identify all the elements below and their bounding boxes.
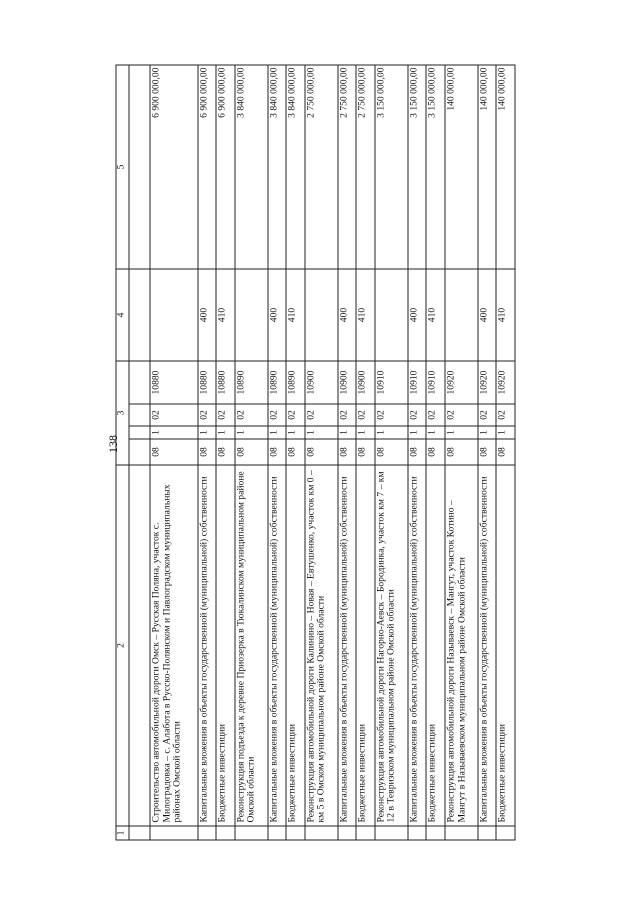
- table-body: [116, 65, 515, 840]
- expense-type-cell: 400: [337, 269, 356, 361]
- amount-cell: 3 840 000,00: [234, 65, 267, 269]
- table-row: [444, 65, 477, 840]
- expense-type-cell: [444, 269, 477, 361]
- expense-type-cell: 410: [286, 269, 305, 361]
- code-part-1-cell: 08: [267, 439, 286, 465]
- header-col-3: 3: [116, 361, 129, 465]
- code-part-3-cell: 02: [444, 404, 477, 426]
- table-row: [216, 65, 235, 840]
- code-part-3-cell: 02: [150, 404, 198, 426]
- code-part-4-cell: 10910: [426, 361, 445, 404]
- expense-type-cell: 400: [267, 269, 286, 361]
- code-part-2-cell: 1: [496, 426, 515, 439]
- code-part-2-cell: 1: [197, 426, 216, 439]
- empty-cell: [129, 439, 150, 465]
- code-part-1-cell: 08: [356, 439, 375, 465]
- row-number-cell: [496, 826, 515, 840]
- code-part-4-cell: 10880: [216, 361, 235, 404]
- description-cell: Бюджетные инвестиции: [216, 465, 235, 826]
- code-part-4-cell: 10880: [150, 361, 198, 404]
- row-number-cell: [304, 826, 337, 840]
- amount-cell: 3 150 000,00: [374, 65, 407, 269]
- code-part-3-cell: 02: [477, 404, 496, 426]
- code-part-3-cell: 02: [267, 404, 286, 426]
- code-part-1-cell: 08: [426, 439, 445, 465]
- expense-type-cell: 400: [407, 269, 426, 361]
- code-part-3-cell: 02: [496, 404, 515, 426]
- code-part-1-cell: 08: [407, 439, 426, 465]
- table-row: [234, 65, 267, 840]
- code-part-3-cell: 02: [216, 404, 235, 426]
- code-part-4-cell: 10890: [267, 361, 286, 404]
- description-cell: Реконструкция автомобильной дороги Нагорно-Аевск – Бородинка, участок км 7 – км 12 в Тевризском муниципальном районе Омской области: [374, 465, 407, 826]
- row-number-cell: [477, 826, 496, 840]
- empty-cell: [129, 65, 150, 269]
- expense-type-cell: [234, 269, 267, 361]
- code-part-3-cell: 02: [286, 404, 305, 426]
- code-part-4-cell: 10880: [197, 361, 216, 404]
- budget-table: [115, 64, 515, 840]
- expense-type-cell: [150, 269, 198, 361]
- row-number-cell: [407, 826, 426, 840]
- code-part-3-cell: 02: [426, 404, 445, 426]
- code-part-1-cell: 08: [444, 439, 477, 465]
- code-part-1-cell: 08: [286, 439, 305, 465]
- code-part-1-cell: 08: [477, 439, 496, 465]
- amount-cell: 140 000,00: [496, 65, 515, 269]
- amount-cell: 2 750 000,00: [304, 65, 337, 269]
- row-number-cell: [337, 826, 356, 840]
- code-part-2-cell: 1: [234, 426, 267, 439]
- code-part-2-cell: 1: [286, 426, 305, 439]
- amount-cell: 140 000,00: [444, 65, 477, 269]
- code-part-4-cell: 10900: [304, 361, 337, 404]
- amount-cell: 6 900 000,00: [150, 65, 198, 269]
- code-part-2-cell: 1: [407, 426, 426, 439]
- table-row: [426, 65, 445, 840]
- table-row: [267, 65, 286, 840]
- code-part-4-cell: 10890: [234, 361, 267, 404]
- code-part-2-cell: 1: [304, 426, 337, 439]
- code-part-4-cell: 10900: [356, 361, 375, 404]
- header-col-1: 1: [116, 826, 129, 840]
- empty-cell: [129, 426, 150, 439]
- code-part-1-cell: 08: [337, 439, 356, 465]
- amount-cell: 6 900 000,00: [197, 65, 216, 269]
- amount-cell: 2 750 000,00: [356, 65, 375, 269]
- description-cell: Капитальные вложения в объекты государственной (муниципальной) собственности: [267, 465, 286, 826]
- code-part-4-cell: 10920: [477, 361, 496, 404]
- row-number-cell: [150, 826, 198, 840]
- table-row: [286, 65, 305, 840]
- table-row: [197, 65, 216, 840]
- code-part-4-cell: 10920: [496, 361, 515, 404]
- amount-cell: 6 900 000,00: [216, 65, 235, 269]
- code-part-2-cell: 1: [477, 426, 496, 439]
- row-number-cell: [356, 826, 375, 840]
- row-number-cell: [197, 826, 216, 840]
- expense-type-cell: [374, 269, 407, 361]
- table-frame: [115, 65, 515, 840]
- description-cell: Реконструкция подъезда к деревне Приозерка в Тюкалинском муниципальном районе Омской области: [234, 465, 267, 826]
- code-part-4-cell: 10900: [337, 361, 356, 404]
- header-col-5: 5: [116, 65, 129, 269]
- code-part-1-cell: 08: [150, 439, 198, 465]
- row-number-cell: [216, 826, 235, 840]
- expense-type-cell: 410: [496, 269, 515, 361]
- description-cell: Бюджетные инвестиции: [426, 465, 445, 826]
- description-cell: Бюджетные инвестиции: [356, 465, 375, 826]
- empty-cell: [129, 269, 150, 361]
- row-number-cell: [267, 826, 286, 840]
- expense-type-cell: 400: [197, 269, 216, 361]
- table-row: [337, 65, 356, 840]
- row-number-cell: [444, 826, 477, 840]
- empty-cell: [129, 826, 150, 840]
- table-row: [304, 65, 337, 840]
- description-cell: Реконструкция автомобильной дороги Калинино – Новая – Евтушенко, участок км 0 – км 5 в Омском муниципальном районе Омской области: [304, 465, 337, 826]
- description-cell: Капитальные вложения в объекты государственной (муниципальной) собственности: [407, 465, 426, 826]
- empty-cell: [129, 404, 150, 426]
- amount-cell: 3 150 000,00: [407, 65, 426, 269]
- header-col-4: 4: [116, 269, 129, 361]
- code-part-1-cell: 08: [496, 439, 515, 465]
- description-cell: Капитальные вложения в объекты государственной (муниципальной) собственности: [477, 465, 496, 826]
- code-part-3-cell: 02: [374, 404, 407, 426]
- table-row: [150, 65, 198, 840]
- spacer-row: [129, 65, 150, 840]
- code-part-3-cell: 02: [356, 404, 375, 426]
- expense-type-cell: 410: [216, 269, 235, 361]
- code-part-4-cell: 10920: [444, 361, 477, 404]
- amount-cell: 2 750 000,00: [337, 65, 356, 269]
- code-part-4-cell: 10890: [286, 361, 305, 404]
- rotated-table-wrapper: [115, 65, 515, 840]
- table-row: [374, 65, 407, 840]
- header-row: [116, 65, 129, 840]
- description-cell: Капитальные вложения в объекты государственной (муниципальной) собственности: [197, 465, 216, 826]
- description-cell: Бюджетные инвестиции: [286, 465, 305, 826]
- code-part-3-cell: 02: [407, 404, 426, 426]
- description-cell: Капитальные вложения в объекты государственной (муниципальной) собственности: [337, 465, 356, 826]
- row-number-cell: [234, 826, 267, 840]
- description-cell: Реконструкция автомобильной дороги Называевск – Мангут, участок Котино – Мангут в Называевском муниципальном районе Омской области: [444, 465, 477, 826]
- header-col-2: 2: [116, 465, 129, 826]
- code-part-1-cell: 08: [216, 439, 235, 465]
- code-part-2-cell: 1: [337, 426, 356, 439]
- code-part-1-cell: 08: [234, 439, 267, 465]
- expense-type-cell: [304, 269, 337, 361]
- code-part-2-cell: 1: [216, 426, 235, 439]
- description-cell: Бюджетные инвестиции: [496, 465, 515, 826]
- page-number: 138: [106, 435, 120, 453]
- code-part-3-cell: 02: [234, 404, 267, 426]
- code-part-3-cell: 02: [304, 404, 337, 426]
- code-part-2-cell: 1: [444, 426, 477, 439]
- expense-type-cell: 400: [477, 269, 496, 361]
- expense-type-cell: 410: [426, 269, 445, 361]
- code-part-2-cell: 1: [356, 426, 375, 439]
- code-part-2-cell: 1: [374, 426, 407, 439]
- row-number-cell: [426, 826, 445, 840]
- table-row: [477, 65, 496, 840]
- empty-cell: [129, 361, 150, 404]
- code-part-4-cell: 10910: [374, 361, 407, 404]
- amount-cell: 140 000,00: [477, 65, 496, 269]
- code-part-3-cell: 02: [197, 404, 216, 426]
- table-row: [356, 65, 375, 840]
- code-part-1-cell: 08: [197, 439, 216, 465]
- amount-cell: 3 150 000,00: [426, 65, 445, 269]
- amount-cell: 3 840 000,00: [286, 65, 305, 269]
- table-row: [496, 65, 515, 840]
- row-number-cell: [286, 826, 305, 840]
- code-part-4-cell: 10910: [407, 361, 426, 404]
- code-part-2-cell: 1: [267, 426, 286, 439]
- expense-type-cell: 410: [356, 269, 375, 361]
- description-cell: Строительство автомобильной дороги Омск – Русская Поляна, участок с. Милоградовка – с. Алабота в Русско-Полянском и Павлоградском муниципальных районах Омской области: [150, 465, 198, 826]
- table-row: [407, 65, 426, 840]
- code-part-2-cell: 1: [426, 426, 445, 439]
- code-part-1-cell: 08: [374, 439, 407, 465]
- code-part-3-cell: 02: [337, 404, 356, 426]
- amount-cell: 3 840 000,00: [267, 65, 286, 269]
- code-part-1-cell: 08: [304, 439, 337, 465]
- empty-cell: [129, 465, 150, 826]
- row-number-cell: [374, 826, 407, 840]
- code-part-2-cell: 1: [150, 426, 198, 439]
